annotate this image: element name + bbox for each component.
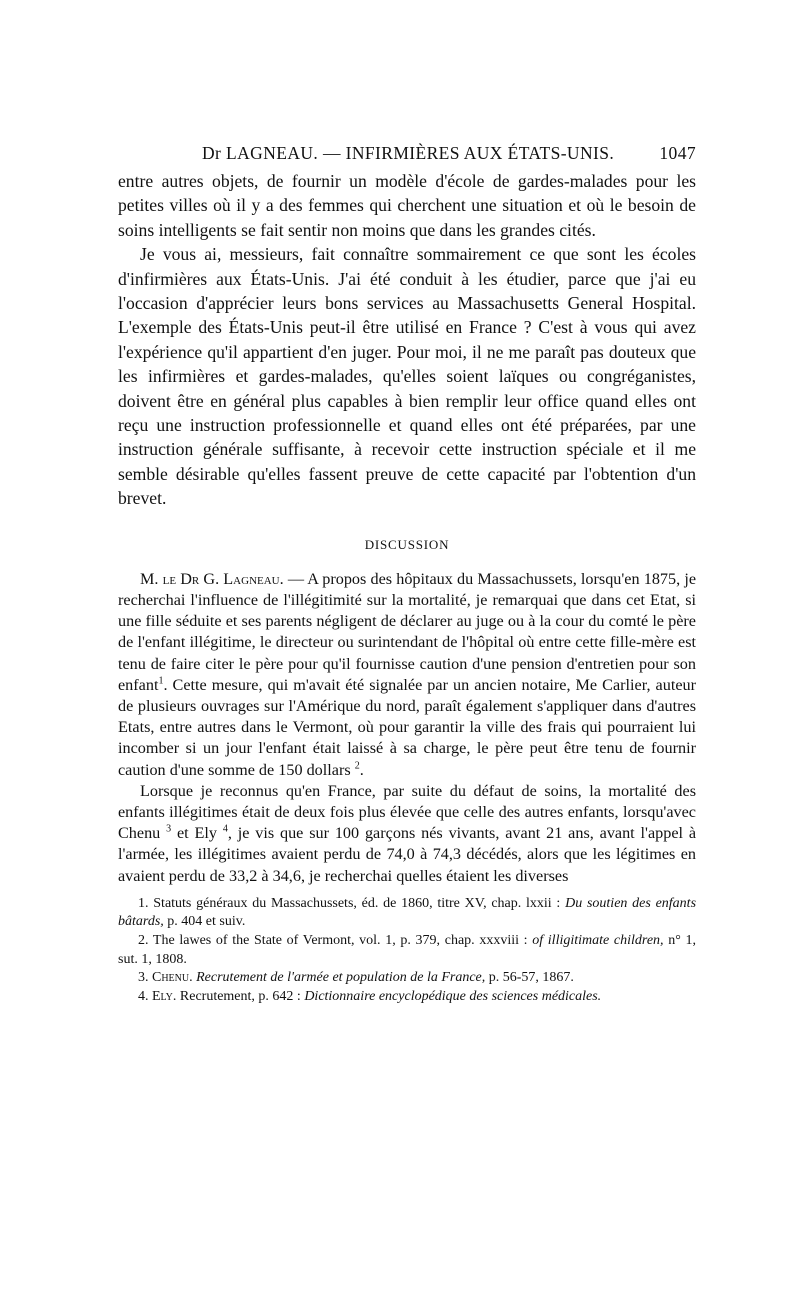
page-number: 1047 [659,143,696,163]
discussion-text: . Cette mesure, qui m'avait été signalée par un ancien notaire, Me Carlier, auteur de plusieurs ouvrages sur l'Amérique du nord, paraît également s'appliquer dans d'autres Etats, entre autres dans le Vermont, où pour garantir la ville des frais qui pourraient lui incomber si un jour l'enfant était laissé à sa charge, le père peut être tenu de fournir caution d'une somme de 150 dollars [118,675,696,779]
footnote-text: Statuts généraux du Massachussets, éd. de 1860, titre XV, chap. lxxii : [153,895,561,911]
footnote-author: Chenu. [152,970,193,986]
discussion-title: DISCUSSION [364,536,450,552]
discussion-paragraph-1 [118,569,696,781]
footnote-1 [118,895,696,932]
body-paragraph-2: Je vous ai, messieurs, fait connaître sommairement ce que sont les écoles d'infirmières aux États-Unis. J'ai été conduit à les étudier, parce que j'ai eu l'occasion d'apprécier leurs bons services au Massachusetts General Hospital. L'exemple des États-Unis peut-il être utilisé en France ? C'est à vous qui avez l'expérience qu'il appartient d'en juger. Pour moi, il ne me paraît pas douteux que les infirmières et gardes-malades, qu'elles soient laïques ou congréganistes, doivent être en général plus capables à bien remplir leur office quand elles ont reçu une instruction professionnelle et quand elles ont été préparées, par une instruction générale suffisante, à recevoir cette instruction spéciale et il me semble désirable qu'elles fassent preuve de cette capacité par l'obtention d'un brevet. [118,244,696,509]
footnote-text: Recrutement, p. 642 : [179,988,301,1004]
footnote-author: Ely. [152,988,177,1004]
footnote-ref: 4 [222,823,228,835]
discussion-text: . [359,760,364,779]
footnote-4 [118,988,696,1007]
body-paragraph-1: entre autres objets, de fournir un modèle d'école de gardes-malades pour les petites villes où il y a des femmes qui cherchent une situation et où le besoin de soins intelligents se fait sentir non moins que dans les grandes cités. [118,171,696,240]
footnotes [118,895,696,1007]
footnote-text: p. 56-57, 1867. [485,970,574,986]
footnote-ref: 1 [158,675,164,687]
footnote-title: Du soutien des enfants bâtards, [118,895,697,930]
footnote-number: 1. [138,895,149,911]
footnote-number: 3. [138,970,149,986]
footnote-text: The lawes of the State of Vermont, vol. 1, p. 379, chap. xxxviii : [152,932,528,948]
footnote-3 [118,969,696,988]
footnote-number: 2. [138,932,149,948]
document-page [118,143,696,1006]
footnote-title: Recrutement de l'armée et population de la France, [196,970,486,986]
footnote-text: p. 404 et suiv. [163,914,246,930]
speaker-name: M. le Dr G. Lagneau. [140,569,284,588]
discussion-paragraph-2 [118,781,696,887]
footnote-ref: 3 [166,823,172,835]
discussion-text: et Ely [171,824,217,843]
discussion-text: — A propos des hôpitaux du Massachussets, lorsqu'en 1875, je recherchai l'influence de l'illégitimité sur la mortalité, je remarquai que dans cet Etat, si une fille séduite et ses parents négligent de déclarer au juge ou à la cour du comté le père de l'enfant illégitime, le directeur ou surintendant de l'hôpital où entre cette fille-mère est tenu de faire citer le père pour qu'il fournisse caution d'une pension d'entretien pour son enfant [118,569,696,694]
page-header [118,143,696,169]
discussion-text: , je vis que sur 100 garçons nés vivants, avant 21 ans, avant l'appel à l'armée, les illégitimes avaient perdu de 74,0 à 74,3 décédés, alors que les légitimes en avaient perdu de 33,2 à 34,6, je recherchai quelles étaient les diverses [118,824,697,885]
footnote-title: of illigitimate children, [532,932,664,948]
footnote-2 [118,932,696,969]
footnote-title: Dictionnaire encyclopédique des sciences médicales. [304,988,602,1004]
footnote-ref: 2 [354,760,360,772]
footnote-number: 4. [138,988,149,1004]
discussion-text: Lorsque je reconnus qu'en France, par suite du défaut de soins, la mortalité des enfants illégitimes était de deux fois plus élevée que celle des autres enfants, lorsqu'avec Chenu [118,781,696,843]
footnote-text: n° 1, sut. 1, 1808. [118,932,696,967]
running-title: Dr LAGNEAU. — INFIRMIÈRES AUX ÉTATS-UNIS. [202,143,615,163]
